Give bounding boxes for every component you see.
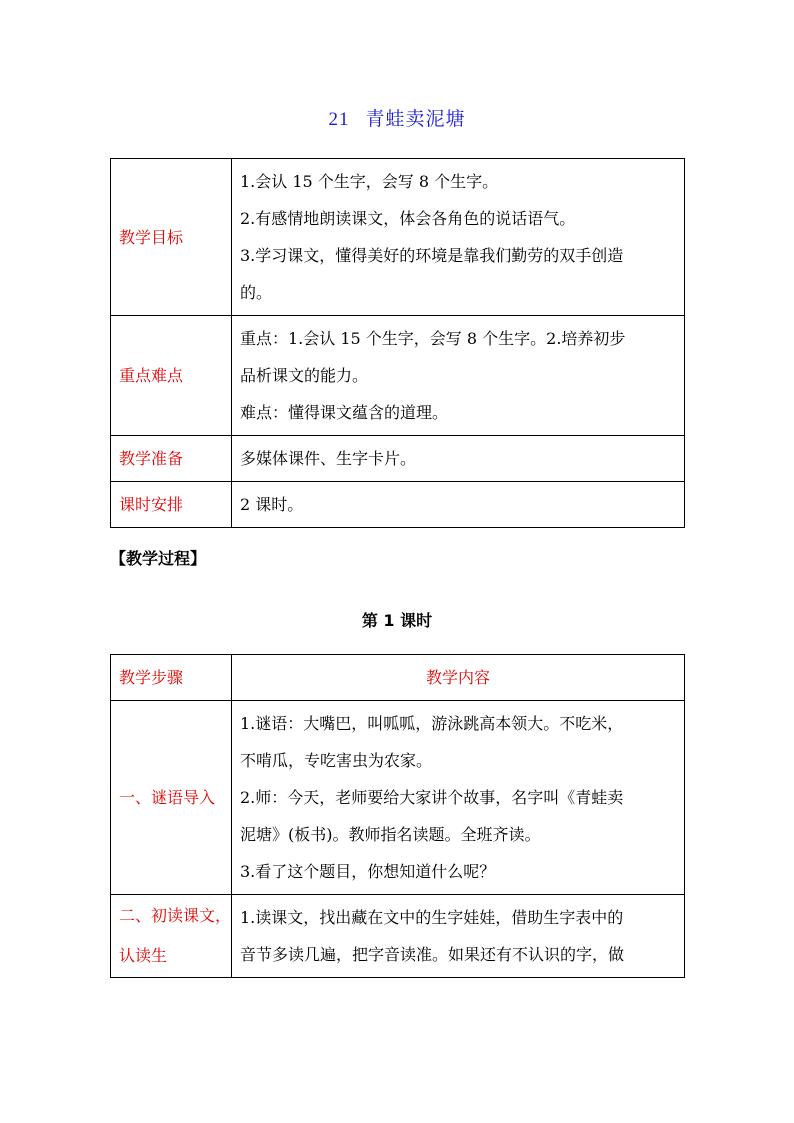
table-row [111,436,685,482]
page-title [0,104,794,131]
content-line: 1.读课文，找出藏在文中的生字娃娃，借助生字表中的 [240,908,624,927]
row-label: 重点难点 [111,316,232,436]
content-line: 2.有感情地朗读课文，体会各角色的说话语气。 [240,209,576,228]
overview-table [110,158,685,528]
table-row [111,895,685,978]
content-line: 3.看了这个题目，你想知道什么呢？ [240,862,496,881]
content-line: 音节多读几遍，把字音读准。如果还有不认识的字，做 [240,945,625,964]
content-line: 2 课时。 [240,495,304,514]
steps-table [110,654,685,978]
content-line: 泥塘》(板书)。教师指名读题。全班齐读。 [240,825,541,844]
row-content [232,316,685,436]
step-label: 二、初读课文，认读生 [111,895,232,978]
header-step: 教学步骤 [111,655,232,701]
process-heading: 【教学过程】 [110,549,207,568]
table-header-row [111,655,685,701]
content-line: 1.会认 15 个生字，会写 8 个生字。 [240,172,499,191]
row-label: 教学目标 [111,159,232,316]
content-line: 难点：懂得课文蕴含的道理。 [240,403,449,422]
content-line: 的。 [240,283,273,302]
lesson-number: 21 [328,109,350,130]
row-content [232,159,685,316]
header-content: 教学内容 [232,655,685,701]
lesson-title: 青蛙卖泥塘 [365,108,466,130]
step-content [232,895,685,978]
table-row [111,159,685,316]
lesson-heading: 第 1 课时 [361,611,433,630]
table-row [111,701,685,895]
step-content [232,701,685,895]
content-line: 不啃瓜，专吃害虫为农家。 [240,751,433,770]
table-row [111,316,685,436]
content-line: 1.谜语：大嘴巴，叫呱呱，游泳跳高本领大。不吃米， [240,714,624,733]
row-label: 教学准备 [111,436,232,482]
content-line: 重点：1.会认 15 个生字，会写 8 个生字。2.培养初步 [240,329,626,348]
content-line: 2.师：今天，老师要给大家讲个故事，名字叫《青蛙卖 [240,788,624,807]
row-content [232,436,685,482]
row-label: 课时安排 [111,482,232,528]
row-content [232,482,685,528]
content-line: 多媒体课件、生字卡片。 [240,449,417,468]
content-line: 3.学习课文，懂得美好的环境是靠我们勤劳的双手创造 [240,246,624,265]
step-label: 一、谜语导入 [111,701,232,895]
table-row [111,482,685,528]
content-line: 品析课文的能力。 [240,366,369,385]
